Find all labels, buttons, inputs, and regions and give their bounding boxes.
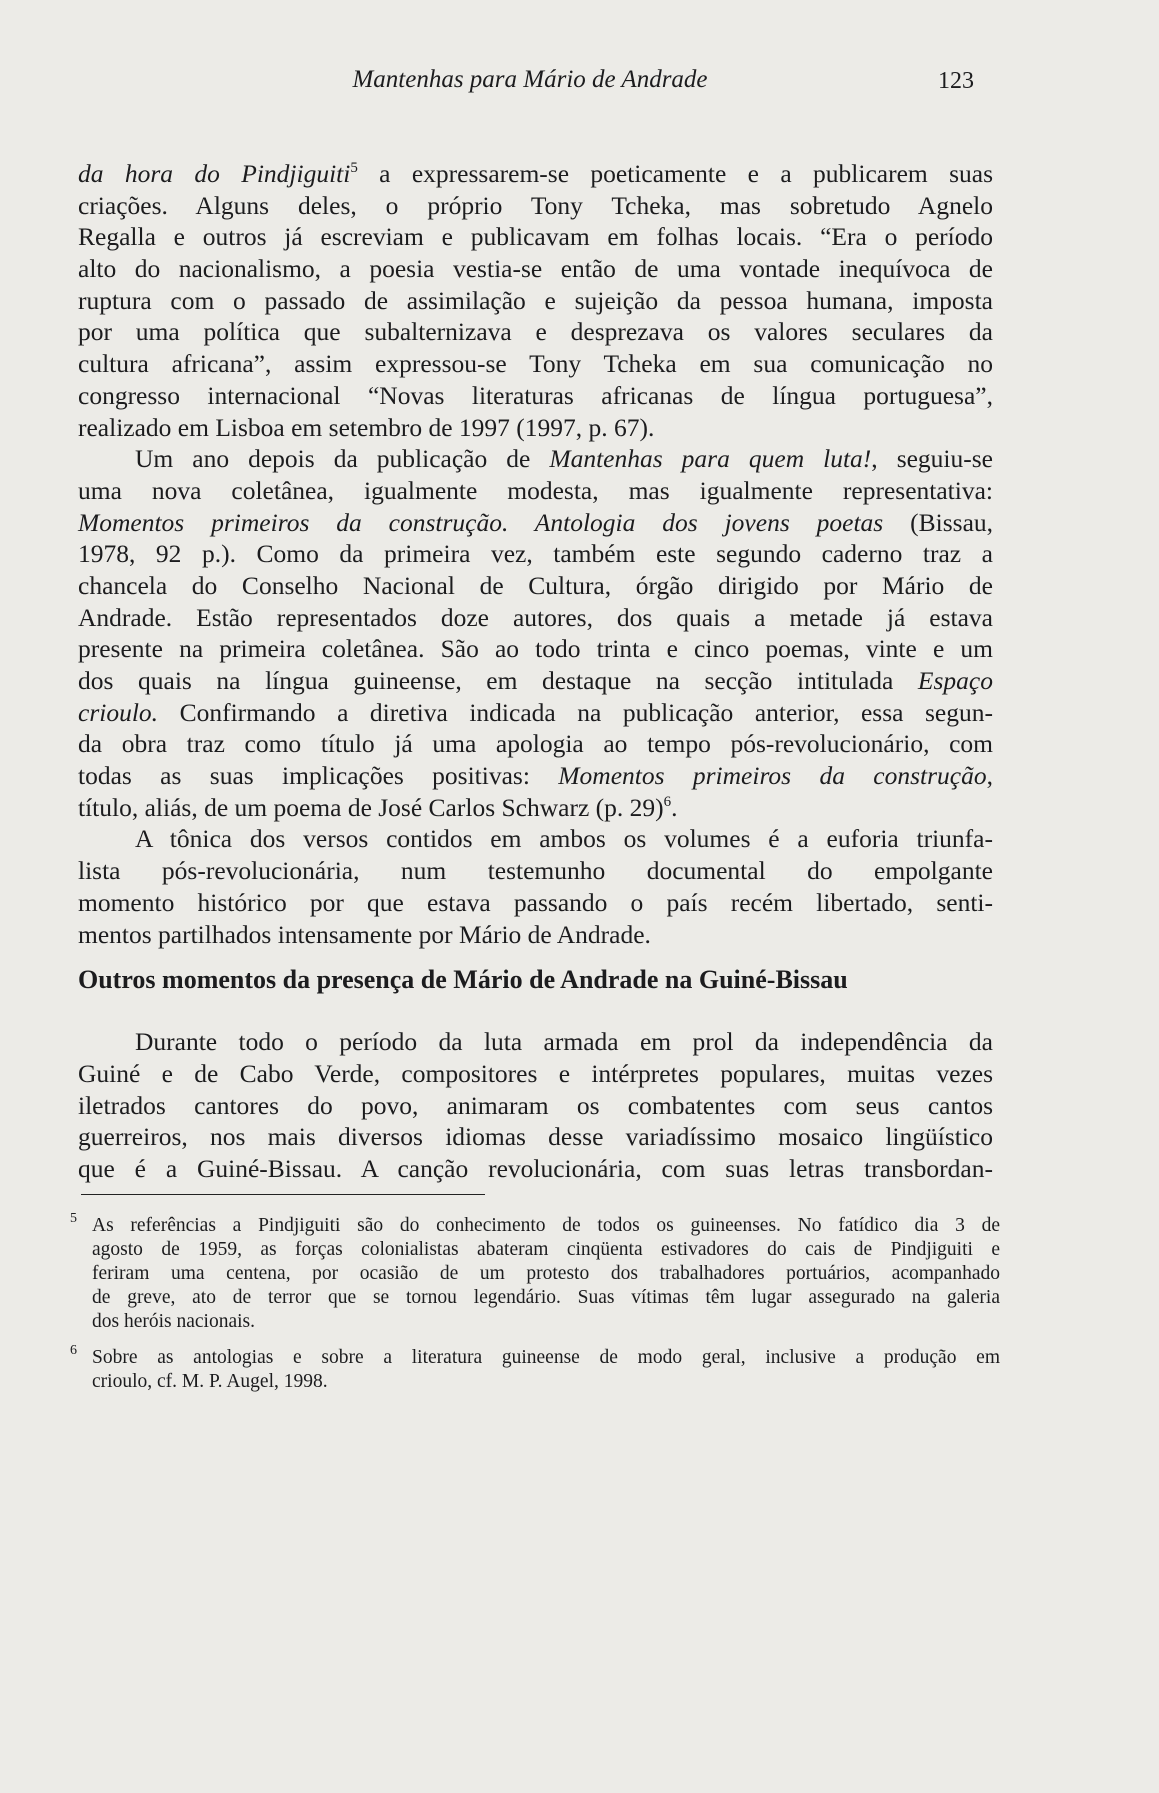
footnote-line: de greve, ato de terror que se tornou legendário. Suas vítimas têm lugar assegurado na galeria	[92, 1287, 1000, 1308]
text-segment: que é a Guiné-Bissau. A canção revolucionária, com suas letras transbordan-	[78, 1153, 993, 1183]
text-segment: A tônica dos versos contidos em ambos os volumes é a euforia triunfa-	[135, 824, 993, 854]
italic-text: Espaço	[917, 666, 993, 695]
text-line	[78, 633, 993, 665]
text-line	[78, 760, 993, 792]
text-segment: presente na primeira coletânea. São ao todo trinta e cinco poemas, vinte e um	[78, 634, 993, 664]
running-header	[0, 66, 1159, 98]
text-line	[78, 887, 993, 919]
paragraph	[78, 158, 993, 443]
paragraph	[78, 1026, 993, 1184]
text-line	[78, 348, 993, 380]
page-number: 123	[938, 68, 974, 94]
text-segment: da obra traz como título já uma apologia ao tempo pós-revolucionário, com	[78, 729, 993, 759]
footnote-line: agosto de 1959, as forças colonialistas abateram cinqüenta estivadores do cais de Pindjiguiti e	[92, 1239, 1000, 1260]
text-segment: congresso internacional “Novas literaturas africanas de língua portuguesa”,	[78, 380, 993, 410]
text-line	[78, 823, 993, 855]
text-line	[78, 792, 993, 824]
body-text	[78, 158, 993, 1185]
text-segment: Um ano depois da publicação de	[135, 444, 550, 474]
text-line	[78, 1121, 993, 1153]
text-segment: criações. Alguns deles, o próprio Tony Tcheka, mas sobretudo Agnelo	[78, 190, 993, 220]
text-segment: mentos partilhados intensamente por Mário de Andrade.	[78, 919, 651, 949]
text-segment: chancela do Conselho Nacional de Cultura, órgão dirigido por Mário de	[78, 570, 993, 600]
text-line	[78, 190, 993, 222]
text-line	[78, 602, 993, 634]
section-heading: Outros momentos da presença de Mário de Andrade na Guiné-Bissau	[78, 965, 848, 995]
footnote-line: feriram uma centena, por ocasião de um protesto dos trabalhadores portuários, acompanhado	[92, 1263, 1000, 1284]
footnote-number: 6	[70, 1343, 77, 1358]
running-title: Mantenhas para Mário de Andrade	[352, 66, 708, 93]
footnote-line: crioulo, cf. M. P. Augel, 1998.	[92, 1371, 328, 1392]
text-line	[78, 665, 993, 697]
section-paragraphs	[78, 1026, 993, 1184]
text-line	[78, 538, 993, 570]
footnote	[70, 1211, 1000, 1334]
text-line	[78, 507, 993, 539]
text-segment: .	[671, 792, 678, 822]
text-segment: lista pós-revolucionária, num testemunho documental do empolgante	[78, 856, 993, 886]
text-line	[78, 728, 993, 760]
text-segment: cultura africana”, assim expressou-se Tony Tcheka em sua comunicação no	[78, 349, 993, 379]
footnote-line: Sobre as antologias e sobre a literatura guineense de modo geral, inclusive a produção em	[92, 1347, 1000, 1368]
text-segment: uma nova coletânea, igualmente modesta, mas igualmente representativa:	[78, 475, 993, 505]
text-segment: a expressarem-se poeticamente e a publicarem suas	[357, 159, 993, 188]
text-segment: ,	[986, 761, 993, 791]
paragraphs	[78, 158, 993, 950]
text-segment: , seguiu-se	[871, 444, 994, 474]
italic-text: crioulo.	[78, 697, 159, 727]
italic-text: Mantenhas para quem luta!	[549, 444, 872, 474]
text-line	[78, 380, 993, 412]
text-segment: Guiné e de Cabo Verde, compositores e intérpretes populares, muitas vezes	[78, 1058, 993, 1088]
text-segment: 1978, 92 p.). Como da primeira vez, também este segundo caderno traz a	[78, 539, 993, 569]
text-segment: por uma política que subalternizava e desprezava os valores seculares da	[78, 317, 993, 347]
text-line	[78, 221, 993, 253]
text-segment: todas as suas implicações positivas:	[78, 761, 559, 791]
text-line	[78, 1153, 993, 1185]
footnote-reference: 5	[350, 160, 358, 176]
text-segment: realizado em Lisboa em setembro de 1997 (1997, p. 67).	[78, 412, 655, 442]
text-segment: guerreiros, nos mais diversos idiomas desse variadíssimo mosaico lingüístico	[78, 1122, 993, 1152]
footnote-divider	[81, 1194, 485, 1195]
text-line	[78, 697, 993, 729]
footnotes	[70, 1211, 1000, 1406]
text-line	[78, 855, 993, 887]
text-segment: alto do nacionalismo, a poesia vestia-se então de uma vontade inequívoca de	[78, 254, 993, 284]
text-line	[78, 316, 993, 348]
text-line	[78, 158, 993, 190]
text-line	[78, 285, 993, 317]
text-segment: Durante todo o período da luta armada em prol da independência da	[135, 1027, 993, 1057]
text-segment: Regalla e outros já escreviam e publicavam em folhas locais. “Era o período	[78, 222, 993, 252]
text-segment: dos quais na língua guineense, em destaque na secção intitulada	[78, 666, 918, 695]
footnote	[70, 1343, 1000, 1394]
text-segment: Andrade. Estão representados doze autores, dos quais a metade já estava	[78, 602, 993, 632]
text-segment: Confirmando a diretiva indicada na publicação anterior, essa segun-	[158, 697, 993, 727]
text-line	[78, 1090, 993, 1122]
text-line	[78, 412, 993, 444]
italic-text: da hora do Pindjiguiti	[78, 159, 351, 188]
text-line	[78, 1026, 993, 1058]
paragraph	[78, 823, 993, 950]
text-line	[78, 443, 993, 475]
paragraph	[78, 443, 993, 823]
footnote-number: 5	[70, 1211, 77, 1226]
text-line	[78, 475, 993, 507]
text-line	[78, 570, 993, 602]
text-segment: momento histórico por que estava passando o país recém libertado, senti-	[78, 887, 993, 917]
footnote-line: dos heróis nacionais.	[92, 1311, 256, 1332]
italic-text: Momentos primeiros da construção	[558, 761, 987, 791]
text-segment: ruptura com o passado de assimilação e sujeição da pessoa humana, imposta	[78, 285, 993, 315]
text-segment: título, aliás, de um poema de José Carlos Schwarz (p. 29)	[78, 792, 664, 822]
text-segment: iletrados cantores do povo, animaram os combatentes com seus cantos	[78, 1090, 993, 1120]
text-line	[78, 919, 993, 951]
text-line	[78, 1058, 993, 1090]
footnote-line: As referências a Pindjiguiti são do conhecimento de todos os guineenses. No fatídico dia 3 de	[92, 1215, 1000, 1236]
footnote-reference: 6	[663, 793, 672, 810]
text-line	[78, 253, 993, 285]
text-segment: (Bissau,	[883, 507, 994, 537]
italic-text: Momentos primeiros da construção. Antologia dos jovens poetas	[78, 507, 884, 537]
